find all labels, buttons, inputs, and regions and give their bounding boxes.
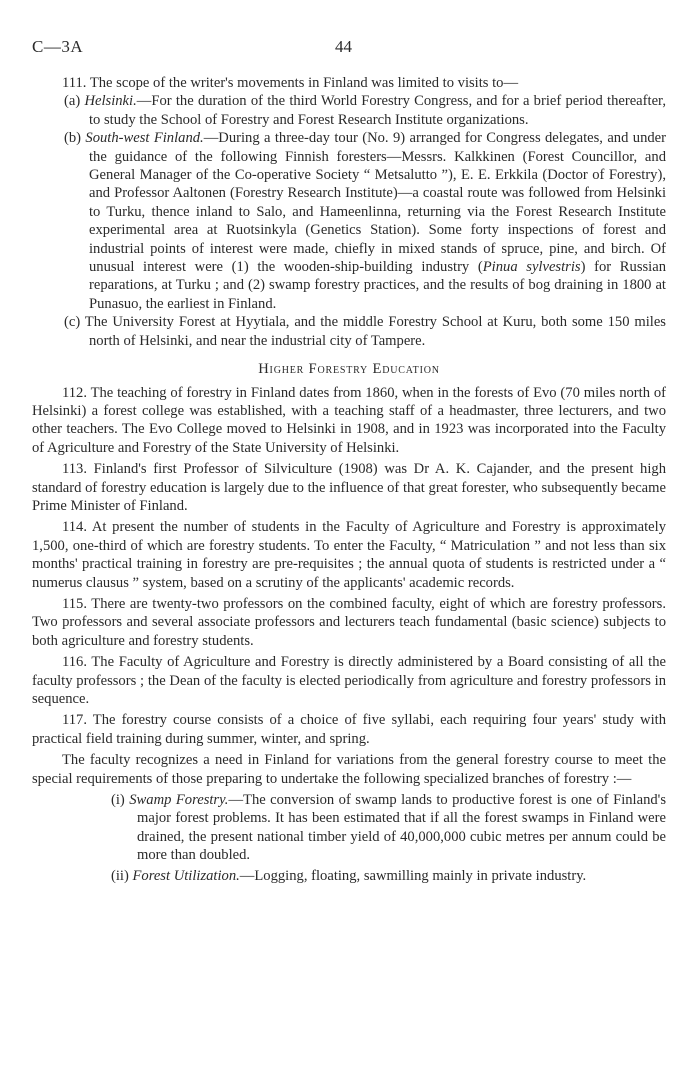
paragraph-112: 112. The teaching of forestry in Finland dates from 1860, when in the forests of Evo (70 miles north of Helsinki) a forest college was established, with a teaching staff of a headmaster, three lecturers, and two other teachers. The Evo College moved to Helsinki in 1908, and in 1923 was incorporated into the Faculty of Agriculture and Forestry of the State University of Helsinki.: [32, 384, 666, 456]
item-title: Helsinki.: [84, 93, 137, 110]
item-label: (a): [64, 93, 85, 110]
list-item-i: [32, 791, 666, 865]
paragraph-113: 113. Finland's first Professor of Silviculture (1908) was Dr A. K. Cajander, and the present high standard of forestry education is largely due to the influence of that great forester, who subsequently became Prime Minister of Finland.: [32, 461, 666, 514]
page-number: 44: [335, 37, 352, 56]
section-heading: Higher Forestry Education: [258, 361, 440, 378]
report-reference: C—3A: [32, 37, 84, 56]
item-label: (c): [64, 314, 85, 331]
paragraph-117: 117. The forestry course consists of a choice of five syllabi, each requiring four years' study with practical field training during summer, winter, and spring.: [32, 712, 666, 747]
paragraph-115: 115. There are twenty-two professors on the combined faculty, eight of which are forestry professors. Two professors and several associate professors and lecturers teach fundamental (basic science) subjects to both agriculture and forestry students.: [32, 595, 666, 649]
item-label: (i): [111, 792, 130, 809]
paragraph-114: 114. At present the number of students in the Faculty of Agriculture and Forestry is approximately 1,500, one-third of which are forestry students. To enter the Faculty, “ Matriculation ” and not less than six months' practical training in forestry are pre-requisites ; the annual quota of students is restricted under a “ numerus clausus ” system, based on a scrutiny of the applicants' academic records.: [32, 519, 666, 591]
item-label: (ii): [111, 867, 133, 884]
item-text: —The conversion of swamp lands to productive forest is one of Finland's major forest problems. It has been estimated that if all the forest swamps in Finland were drained, the present national timber yield of 40,000,000 cubic metres per annum could be more than doubled.: [137, 792, 666, 864]
item-text: —For the duration of the third World Forestry Congress, and for a brief period thereafter, to study the School of Forestry and Forest Research Institute organizations.: [89, 93, 666, 128]
paragraph-111-intro: 111. The scope of the writer's movements in Finland was limited to visits to—: [62, 75, 519, 91]
item-text-continued: ) for Russian reparations, at Turku ; and (2) swamp forestry practices, and the results of bog draining in 1800 at Punasuo, the earliest in Finland.: [89, 259, 667, 312]
species-name: Pinua sylvestris: [482, 259, 581, 276]
item-label: (b): [64, 130, 86, 147]
list-item-b: [32, 129, 666, 313]
item-title: South-west Finland.: [85, 130, 204, 147]
item-title: Swamp Forestry.: [129, 792, 229, 809]
list-item-a: [32, 92, 666, 129]
item-text: —Logging, floating, sawmilling mainly in private industry.: [239, 867, 587, 884]
item-title: Forest Utilization.: [132, 867, 240, 884]
item-text: The University Forest at Hyytiala, and the middle Forestry School at Kuru, both some 150 miles north of Helsinki, and near the industrial city of Tampere.: [84, 314, 666, 349]
list-item-ii: [32, 867, 666, 885]
paragraph-116: 116. The Faculty of Agriculture and Forestry is directly administered by a Board consisting of all the faculty professors ; the Dean of the faculty is elected periodically from agriculture and forestry professors in sequence.: [32, 654, 666, 707]
page-body: [32, 74, 666, 885]
paragraph-117-continued: The faculty recognizes a need in Finland for variations from the general forestry course to meet the special requirements of those preparing to undertake the following specialized branches of forestry :—: [32, 752, 666, 787]
item-text: —During a three-day tour (No. 9) arranged for Congress delegates, and under the guidance of the following Finnish foresters—Messrs. Kalkkinen (Forest Councillor, and General Manager of the Co-operative Society “ Metsalutto ”), E. E. Erkkila (Doctor of Forestry), and Professor Aaltonen (Forestry Research Institute)—a coastal route was followed from Helsinki to Turku, thence inland to Salo, and Hameenlinna, returning via the Forest Research Institute experimental area at Ruotsinkyla (Genetics Station). Some forty inspections of forest and industrial points of interest were made, chiefly in mixed stands of spruce, pine, and birch. Of unusual interest were (1) the wooden-ship-building industry (: [89, 130, 667, 276]
list-item-c: [32, 313, 666, 350]
